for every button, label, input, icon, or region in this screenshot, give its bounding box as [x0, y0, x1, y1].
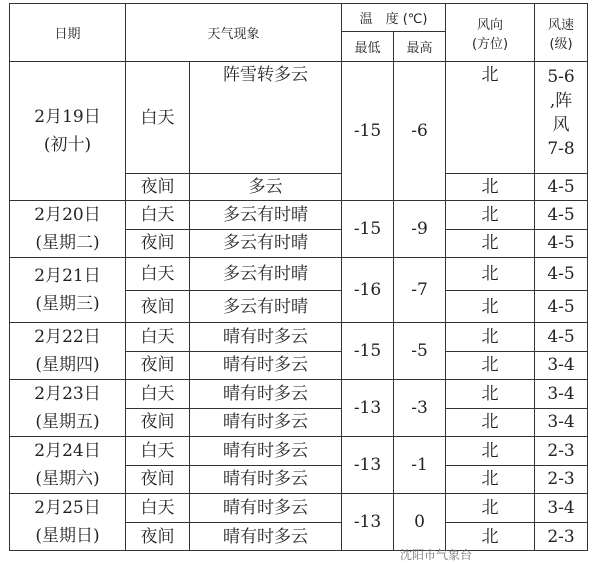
wind-direction-night: 北 [446, 351, 535, 380]
wind-speed-night: 3-4 [535, 408, 588, 437]
date-text: 2月21日 [34, 266, 101, 286]
header-wind-direction-line1: 风向 [477, 17, 504, 33]
wind-speed-night: 3-4 [535, 351, 588, 380]
temp-min: -15 [342, 201, 394, 258]
wind-speed-night: 4-5 [535, 291, 588, 323]
wind-direction-day: 北 [446, 62, 535, 174]
weather-forecast-table [9, 3, 588, 551]
wind-speed-night: 2-3 [535, 465, 588, 494]
wind-speed-line: 风 [552, 115, 570, 135]
wind-direction-day: 北 [446, 380, 535, 409]
wind-speed-day: 4-5 [535, 201, 588, 230]
table-row [10, 494, 588, 523]
date-text: 2月19日 [34, 107, 101, 127]
period-day-label: 白天 [126, 494, 190, 523]
period-day-label: 白天 [126, 437, 190, 466]
date-sub-text: (星期五) [35, 412, 100, 432]
header-wind-direction-line2: (方位) [471, 36, 509, 52]
temp-max: -6 [394, 62, 446, 201]
temp-max: -7 [394, 258, 446, 323]
date-text: 2月20日 [34, 205, 101, 225]
date-cell [10, 323, 126, 380]
date-cell [10, 494, 126, 551]
temp-min: -13 [342, 494, 394, 551]
date-cell [10, 62, 126, 201]
wind-direction-day: 北 [446, 494, 535, 523]
date-cell [10, 258, 126, 323]
weather-day: 晴有时多云 [190, 380, 342, 409]
date-sub-text: (初十) [43, 135, 92, 155]
table-row [10, 201, 588, 230]
weather-day: 阵雪转多云 [190, 62, 342, 174]
wind-speed-day [535, 62, 588, 174]
period-day-label: 白天 [126, 62, 190, 174]
table-row [10, 323, 588, 352]
weather-night: 晴有时多云 [190, 351, 342, 380]
wind-direction-night: 北 [446, 291, 535, 323]
weather-night: 多云 [190, 174, 342, 201]
date-cell [10, 380, 126, 437]
period-night-label: 夜间 [126, 291, 190, 323]
temp-min: -13 [342, 437, 394, 494]
wind-speed-day: 3-4 [535, 380, 588, 409]
wind-speed-line: 7-8 [547, 139, 575, 159]
period-night-label: 夜间 [126, 465, 190, 494]
wind-direction-day: 北 [446, 323, 535, 352]
wind-direction-night: 北 [446, 523, 535, 551]
wind-speed-day: 4-5 [535, 258, 588, 291]
date-text: 2月23日 [34, 384, 101, 404]
weather-day: 晴有时多云 [190, 494, 342, 523]
wind-direction-night: 北 [446, 229, 535, 258]
period-night-label: 夜间 [126, 408, 190, 437]
table-row [10, 62, 588, 174]
date-sub-text: (星期六) [35, 469, 100, 489]
wind-direction-night: 北 [446, 174, 535, 201]
temp-max: -9 [394, 201, 446, 258]
weather-night: 多云有时晴 [190, 291, 342, 323]
header-temp-max: 最高 [394, 32, 446, 62]
temp-min: -15 [342, 323, 394, 380]
period-day-label: 白天 [126, 380, 190, 409]
weather-day: 多云有时晴 [190, 258, 342, 291]
temp-max: -3 [394, 380, 446, 437]
weather-day: 晴有时多云 [190, 437, 342, 466]
wind-direction-day: 北 [446, 201, 535, 230]
wind-speed-day: 2-3 [535, 437, 588, 466]
wind-speed-line: ,阵 [549, 91, 573, 111]
weather-night: 晴有时多云 [190, 523, 342, 551]
weather-day: 多云有时晴 [190, 201, 342, 230]
weather-night: 晴有时多云 [190, 408, 342, 437]
date-text: 2月25日 [34, 498, 101, 518]
header-temp-min: 最低 [342, 32, 394, 62]
footer-note: 沈阳市气象台 [400, 548, 473, 562]
period-night-label: 夜间 [126, 229, 190, 258]
table-row [10, 258, 588, 291]
date-text: 2月22日 [34, 327, 101, 347]
period-night-label: 夜间 [126, 351, 190, 380]
wind-speed-day: 4-5 [535, 323, 588, 352]
wind-speed-day: 3-4 [535, 494, 588, 523]
period-day-label: 白天 [126, 201, 190, 230]
date-sub-text: (星期三) [35, 294, 100, 314]
date-cell [10, 437, 126, 494]
header-wind-speed-line2: (级) [549, 36, 573, 52]
date-cell [10, 201, 126, 258]
wind-speed-night: 4-5 [535, 229, 588, 258]
period-day-label: 白天 [126, 258, 190, 291]
period-day-label: 白天 [126, 323, 190, 352]
temp-max: 0 [394, 494, 446, 551]
wind-direction-day: 北 [446, 258, 535, 291]
date-sub-text: (星期四) [35, 355, 100, 375]
weather-day: 晴有时多云 [190, 323, 342, 352]
period-night-label: 夜间 [126, 174, 190, 201]
temp-max: -1 [394, 437, 446, 494]
header-wind-direction [446, 4, 535, 62]
table-row [10, 380, 588, 409]
header-wind-speed-line1: 风速 [548, 17, 575, 33]
wind-direction-night: 北 [446, 408, 535, 437]
wind-speed-night: 4-5 [535, 174, 588, 201]
header-weather: 天气现象 [126, 4, 342, 62]
weather-night: 多云有时晴 [190, 229, 342, 258]
header-wind-speed [535, 4, 588, 62]
temp-max: -5 [394, 323, 446, 380]
wind-direction-night: 北 [446, 465, 535, 494]
header-date: 日期 [10, 4, 126, 62]
header-temperature: 温 度 (℃) [342, 4, 446, 32]
wind-speed-night: 2-3 [535, 523, 588, 551]
temp-min: -15 [342, 62, 394, 201]
weather-night: 晴有时多云 [190, 465, 342, 494]
date-sub-text: (星期日) [35, 526, 100, 546]
table-row [10, 437, 588, 466]
period-night-label: 夜间 [126, 523, 190, 551]
date-sub-text: (星期二) [35, 233, 100, 253]
temp-min: -16 [342, 258, 394, 323]
date-text: 2月24日 [34, 441, 101, 461]
wind-speed-line: 5-6 [547, 67, 575, 87]
wind-direction-day: 北 [446, 437, 535, 466]
temp-min: -13 [342, 380, 394, 437]
